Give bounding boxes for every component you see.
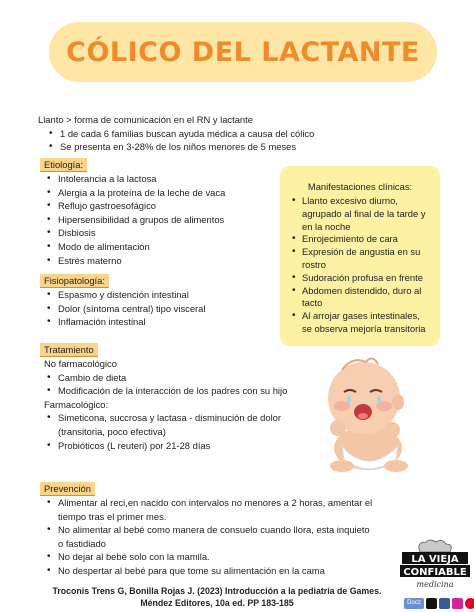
pinterest-icon[interactable] — [465, 598, 474, 609]
list-item: • Alimentar al reci,en nacido con intervalos no menores a 2 horas, amentar el tiempo tras el primer mes. — [36, 496, 376, 523]
list-item: • Inflamación intestinal — [36, 315, 286, 329]
etiologia-section — [36, 158, 276, 267]
list-item: • Reflujo gastroesofágico — [36, 199, 276, 213]
list-item: • Modo de alimentación — [36, 240, 276, 254]
section-heading: Fisiopatología: — [40, 274, 109, 288]
prevencion-list — [36, 496, 376, 578]
farmacologico-list — [36, 411, 296, 452]
list-item: • 1 de cada 6 familias buscan ayuda médica a causa del cólico — [38, 127, 338, 141]
list-item: • Estrés materno — [36, 254, 276, 268]
manifestaciones-box — [280, 166, 440, 346]
intro-lead: Llanto > forma de comunicación en el RN y lactante — [38, 114, 253, 125]
list-item: • Simeticona, succrosa y lactasa - disminución de dolor (transitoria, poco efectiva) — [36, 411, 296, 438]
logo-line1: LA VIEJA — [411, 554, 459, 565]
list-item: • Llanto excesivo diurno, agrupado al final de la tarde y en la noche — [290, 195, 430, 233]
instagram-icon[interactable] — [452, 598, 463, 609]
fisiopatologia-section — [36, 274, 286, 329]
docz-icon[interactable]: Docz — [404, 598, 424, 609]
prevencion-section — [36, 482, 376, 578]
list-item: • Dolor (síntoma central) tipo visceral — [36, 302, 286, 316]
crying-baby-illustration — [312, 348, 416, 478]
list-item: • Probióticos (L reuteri) por 21-28 días — [36, 439, 296, 453]
list-item: • Abdomen distendido, duro al tacto — [290, 285, 430, 311]
manifestaciones-heading: Manifestaciones clínicas: — [307, 181, 413, 192]
section-heading: Tratamiento — [40, 343, 98, 357]
tratamiento-section — [36, 343, 296, 452]
list-item: • Disbiosis — [36, 226, 276, 240]
list-item: • No alimentar al bebé como manera de consuelo cuando llora, esta inquieto o fastidiado — [36, 523, 376, 550]
reference-text: Troconis Trens G, Bonilla Rojas J. (2023) Introducción a la pediatría de Games. Méndez Editores, 10a ed. PP 183-185 — [52, 586, 382, 608]
social-links — [404, 598, 474, 609]
page-title: CÓLICO DEL LACTANTE — [66, 36, 420, 68]
section-heading: Prevención — [40, 482, 95, 496]
logo-line3: medicina — [416, 580, 454, 589]
la-vieja-confiable-logo — [396, 538, 474, 594]
fisiopatologia-list — [36, 288, 286, 329]
no-farmacologico-label: No farmacológico — [44, 358, 117, 369]
manifestaciones-list — [290, 195, 430, 336]
list-item: • Intolerancia a la lactosa — [36, 172, 276, 186]
tiktok-icon[interactable] — [426, 598, 437, 609]
etiologia-list — [36, 172, 276, 267]
farmacologico-label: Farmacológico: — [44, 398, 109, 410]
list-item: • No despertar al bebé para que tome su alimentación en la cama — [36, 564, 376, 578]
intro-list — [38, 127, 338, 154]
list-item: • Expresión de angustia en su rostro — [290, 246, 430, 272]
no-farmacologico-list — [36, 371, 296, 398]
list-item: • Modificación de la interacción de los padres con su hijo — [36, 384, 296, 398]
list-item: • Enrojecimiento de cara — [290, 233, 430, 246]
title-banner — [49, 22, 437, 82]
list-item: • Al arrojar gases intestinales, se observa mejoría transitoria — [290, 310, 430, 336]
logo-line2: CONFIABLE — [403, 567, 467, 578]
section-heading: Etiología: — [40, 158, 87, 172]
list-item: • Cambio de dieta — [36, 371, 296, 385]
list-item: • No dejar al bebé solo con la mamila. — [36, 550, 376, 564]
list-item: • Se presenta en 3-28% de los niños menores de 5 meses — [38, 140, 338, 154]
facebook-icon[interactable] — [439, 598, 450, 609]
list-item: • Sudoración profusa en frente — [290, 272, 430, 285]
intro-section — [38, 113, 338, 154]
list-item: • Hipersensibilidad a grupos de alimentos — [36, 213, 276, 227]
list-item: • Espasmo y distención intestinal — [36, 288, 286, 302]
list-item: • Alergia a la proteína de la leche de vaca — [36, 186, 276, 200]
